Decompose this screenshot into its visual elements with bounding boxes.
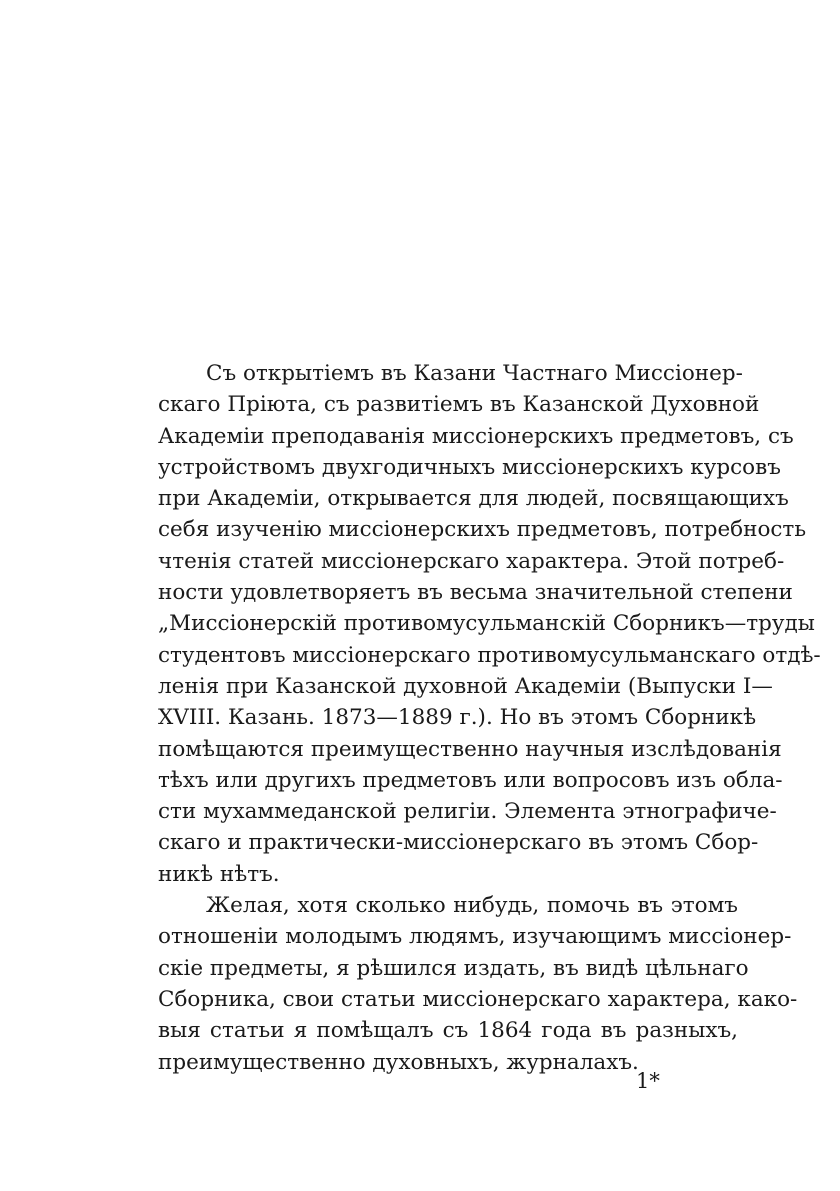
text-line: себя изученію миссіонерскихъ предметовъ, потребность [158, 517, 807, 543]
text-line: выя статьи я помѣщалъ съ 1864 года въ разныхъ, [158, 1018, 738, 1044]
text-line: Съ открытіемъ въ Казани Частнаго Миссіонер- [206, 361, 743, 386]
text-line: преимущественно духовныхъ, журналахъ. [158, 1049, 639, 1075]
text-line: Сборника, свои статьи миссіонерскаго характера, како- [158, 986, 798, 1012]
text-line: чтенія статей миссіонерскаго характера. Этой потреб- [158, 548, 785, 574]
text-line: скаго и практически-миссіонерскаго въ этомъ Сбор- [158, 830, 759, 856]
text-line: при Академіи, открывается для людей, посвящающихъ [158, 486, 789, 512]
text-line: отношеніи молодымъ людямъ, изучающимъ миссіонер- [158, 924, 792, 950]
text-line: скіе предметы, я рѣшился издать, въ видѣ цѣльнаго [158, 955, 749, 981]
text-line: скаго Пріюта, съ развитіемъ въ Казанской Духовной [158, 392, 760, 418]
text-line: помѣщаются преимущественно научныя изслѣдованія [158, 736, 782, 762]
text-line: тѣхъ или другихъ предметовъ или вопросовъ изъ обла- [158, 767, 783, 793]
text-line: Желая, хотя сколько нибудь, помочь въ этомъ [206, 893, 738, 919]
preface-text [158, 358, 821, 1078]
text-line: устройствомъ двухгодичныхъ миссіонерскихъ курсовъ [158, 454, 781, 480]
text-line: Академіи преподаванія миссіонерскихъ предметовъ, съ [158, 423, 794, 449]
text-line: студентовъ миссіонерскаго противомусульманскаго отдѣ- [158, 642, 821, 668]
text-line: ности удовлетворяетъ въ весьма значительной степени [158, 580, 793, 606]
text-line: XVIII. Казань. 1873—1889 г.). Но въ этомъ Сборникѣ [158, 705, 757, 731]
text-line: ленія при Казанской духовной Академіи (Выпуски I— [158, 673, 773, 699]
text-line: никѣ нѣтъ. [158, 861, 280, 887]
paragraph-1 [158, 358, 821, 890]
paragraph-2 [158, 890, 798, 1078]
text-line: „Миссіонерскій противомусульманскій Сборникъ—труды [158, 611, 815, 637]
text-line: сти мухаммеданской религіи. Элемента этнографиче- [158, 799, 777, 825]
signature-mark: 1* [636, 1069, 660, 1093]
